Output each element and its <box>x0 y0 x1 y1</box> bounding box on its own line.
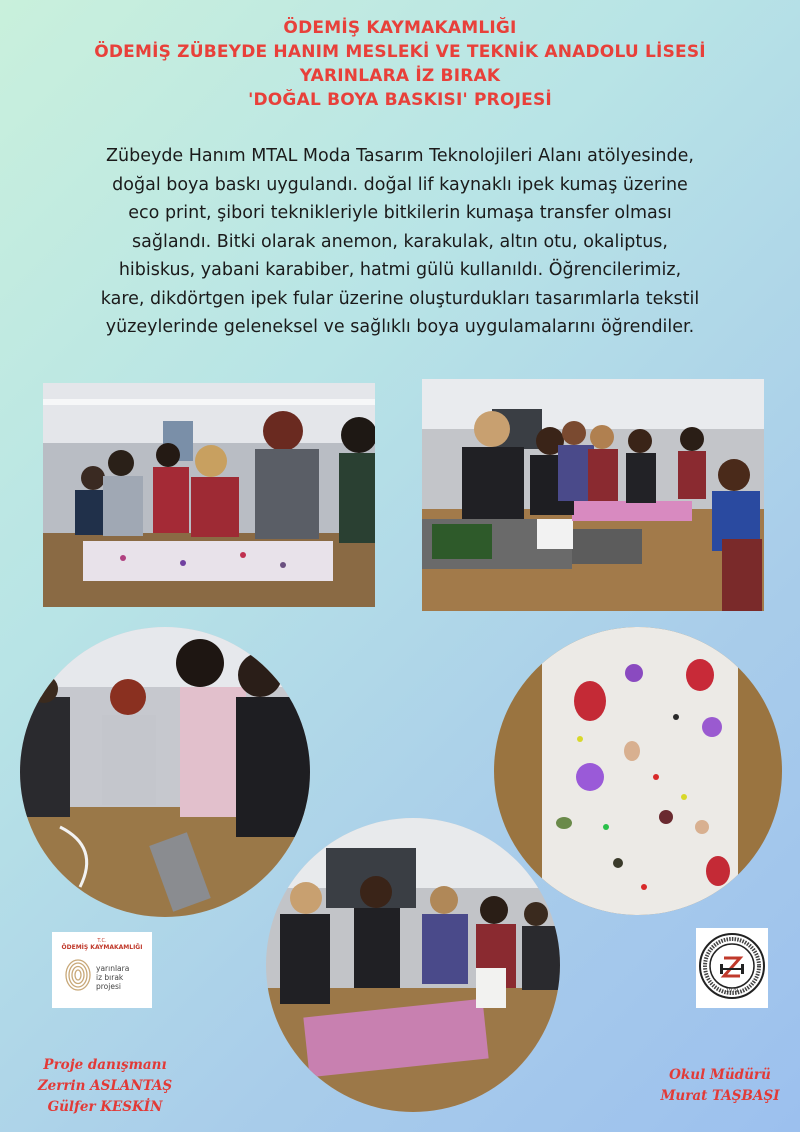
description-line: yüzeylerinde geleneksel ve sağlıklı boya uygulamalarını öğrendiler. <box>105 317 695 337</box>
description-paragraph <box>20 142 780 342</box>
description-line: eco print, şibori teknikleriyle bitkilerin kumaşa transfer olması <box>128 203 672 223</box>
logo-kaymakamlik-text: ÖDEMİŞ KAYMAKAMLIĞI <box>61 944 143 951</box>
photo-fabric-flowers <box>494 627 782 915</box>
logo-project-line: projesi <box>96 982 121 991</box>
project-advisor-block <box>20 1055 190 1118</box>
logo-project-text <box>96 964 129 991</box>
header-titles <box>0 16 800 112</box>
principal-name: Murat TAŞBAŞI <box>660 1088 780 1104</box>
description-line: doğal boya baskı uygulandı. doğal lif kaynaklı ipek kumaş üzerine <box>112 174 688 195</box>
school-emblem-icon <box>696 928 768 1008</box>
description-line: hibiskus, yabani karabiber, hatmi gülü kullanıldı. Öğrencilerimiz, <box>118 260 682 280</box>
header-line-1: ÖDEMİŞ KAYMAKAMLIĞI <box>283 18 517 38</box>
logo-project-line: yarınlara <box>96 964 130 973</box>
photo-group-table <box>266 818 560 1112</box>
principal-block <box>650 1065 790 1107</box>
photo-teachers-workshop <box>422 379 764 611</box>
photo-rolling-fabric <box>20 627 310 917</box>
advisor-name-2: Gülfer KESKİN <box>47 1099 163 1115</box>
photo-students-workshop <box>43 383 375 607</box>
advisor-name-1: Zerrin ASLANTAŞ <box>37 1078 173 1094</box>
emblem-year: 1979 <box>725 988 739 994</box>
logo-tc-text: T.C. <box>97 938 107 944</box>
fingerprint-icon <box>64 958 92 992</box>
kaymakamlik-logo <box>52 932 152 1008</box>
header-line-4: 'DOĞAL BOYA BASKISI' PROJESİ <box>248 90 552 110</box>
principal-role: Okul Müdürü <box>669 1067 771 1083</box>
advisor-role: Proje danışmanı <box>43 1057 167 1073</box>
description-line: kare, dikdörtgen ipek fular üzerine oluşturdukları tasarımlarla tekstil <box>100 288 700 309</box>
description-line: Zübeyde Hanım MTAL Moda Tasarım Teknolojileri Alanı atölyesinde, <box>106 146 694 166</box>
school-emblem <box>696 928 768 1008</box>
header-line-3: YARINLARA İZ BIRAK <box>299 66 501 86</box>
logo-project-line: iz bırak <box>96 973 124 982</box>
description-line: sağlandı. Bitki olarak anemon, karakulak, altın otu, okaliptus, <box>132 231 668 252</box>
header-line-2: ÖDEMİŞ ZÜBEYDE HANIM MESLEKİ VE TEKNİK ANADOLU LİSESİ <box>94 42 706 62</box>
